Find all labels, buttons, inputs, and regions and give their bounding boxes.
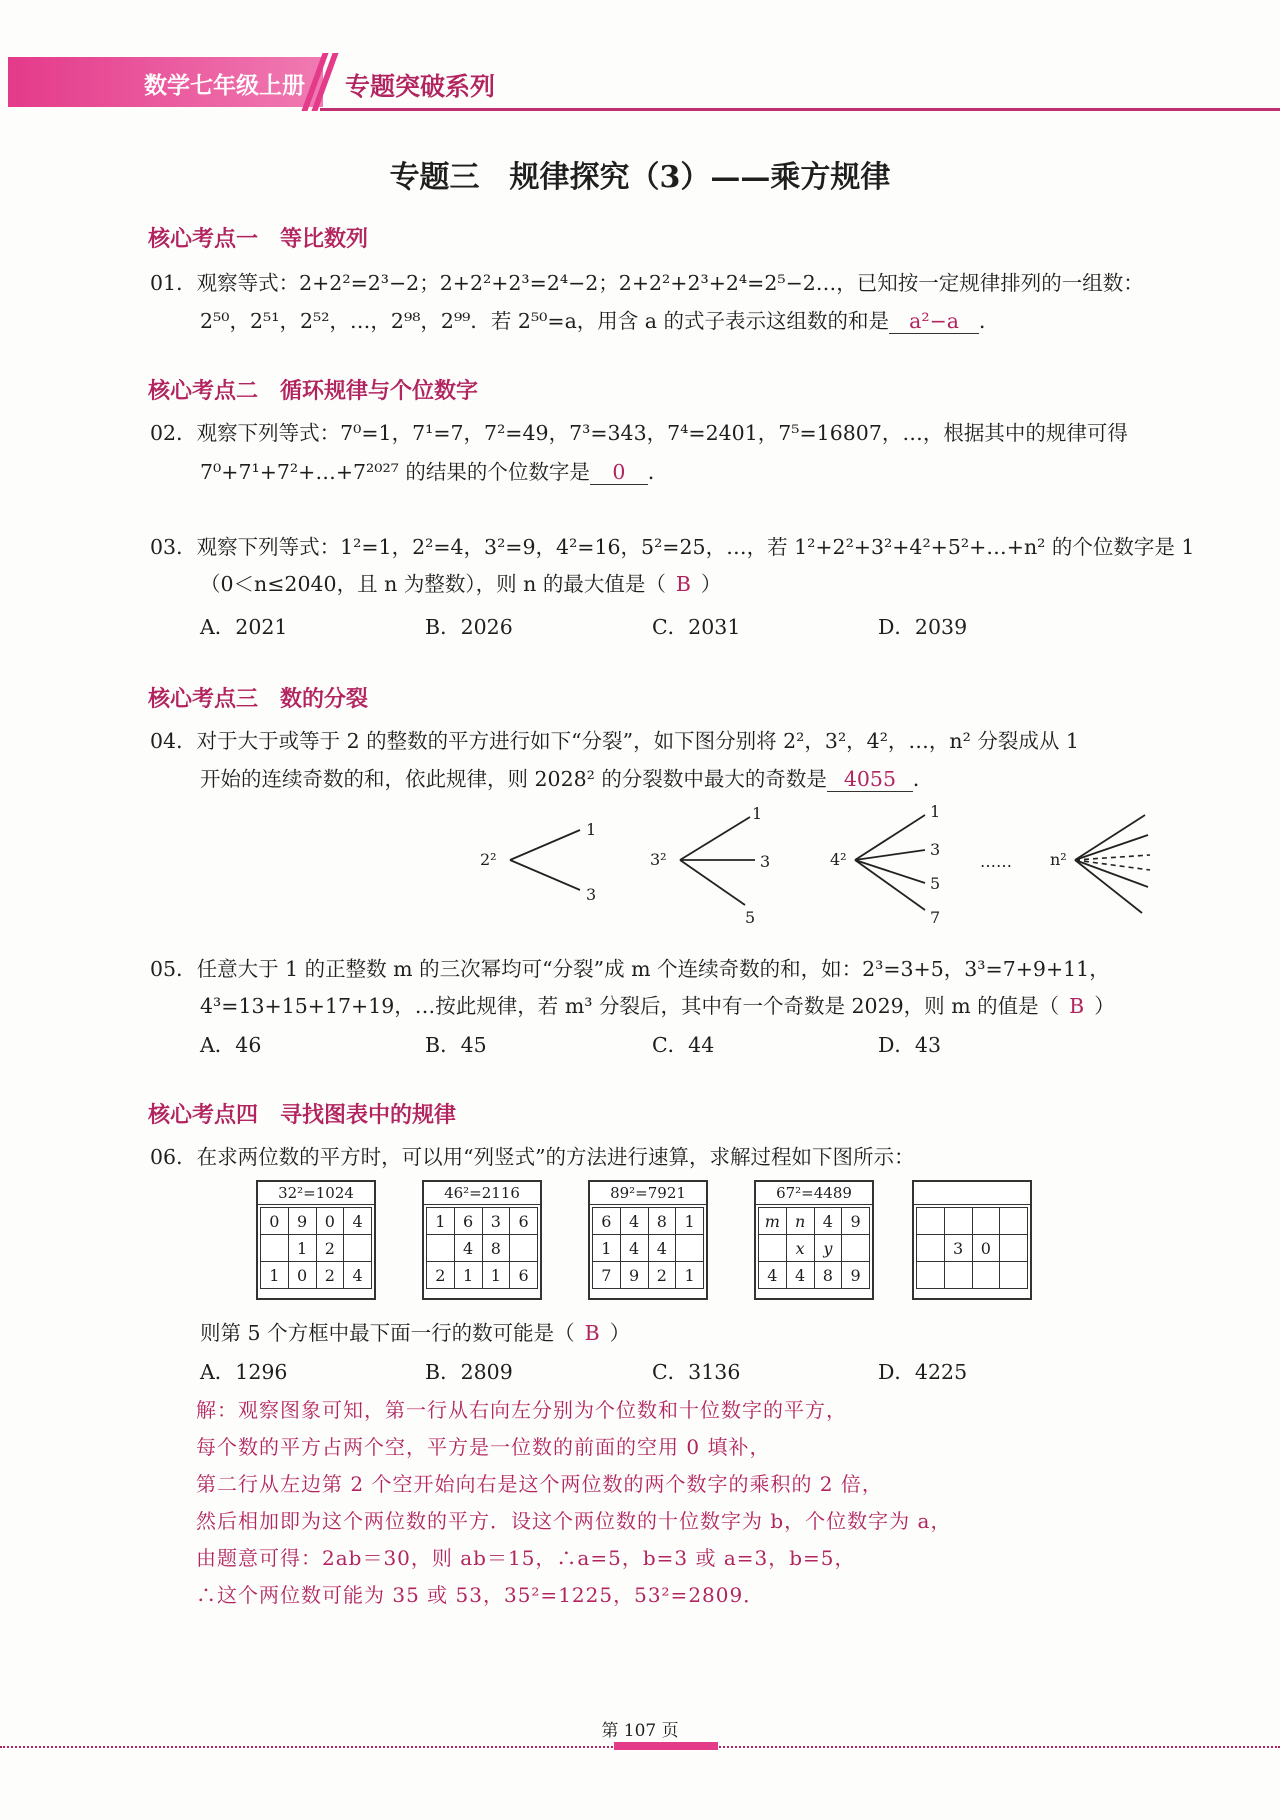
solution-line: 然后相加即为这个两位数的平方．设这个两位数的十位数字为 b，个位数字为 a， bbox=[196, 1509, 952, 1533]
diagram-leaf: 1 bbox=[586, 820, 597, 839]
q3-end: ） bbox=[700, 572, 722, 596]
q5-option-c: C．44 bbox=[652, 1033, 715, 1057]
q5-text: 4³=13+15+17+19，…按此规律，若 m³ 分裂后，其中有一个奇数是 2029，则 m 的值是（ bbox=[200, 994, 1060, 1018]
box-title: 46²=2116 bbox=[424, 1182, 540, 1205]
square-box-3 bbox=[588, 1180, 708, 1300]
q4-answer: 4055 bbox=[827, 767, 913, 792]
q5-line2 bbox=[200, 989, 1115, 1019]
diagram-leaf: 3 bbox=[586, 885, 597, 904]
square-box-5 bbox=[912, 1180, 1032, 1300]
square-box-2 bbox=[422, 1180, 542, 1300]
diagram-branch bbox=[855, 860, 925, 910]
box-cell: x bbox=[786, 1235, 814, 1262]
diagram-leaf: 5 bbox=[930, 874, 941, 893]
box-cell: 4 bbox=[620, 1235, 648, 1262]
diagram-branch bbox=[1075, 860, 1148, 887]
diagram-branch bbox=[510, 830, 580, 860]
split-diagram bbox=[470, 805, 1170, 935]
box-title bbox=[914, 1182, 1030, 1205]
box-grid bbox=[592, 1207, 704, 1289]
box-grid bbox=[260, 1207, 372, 1289]
q3-option-a: A．2021 bbox=[200, 615, 288, 639]
q1-text: 2⁵⁰，2⁵¹，2⁵²，…，2⁹⁸，2⁹⁹．若 2⁵⁰=a，用含 a 的式子表示这组数的和是 bbox=[200, 309, 890, 333]
page-header bbox=[0, 55, 1280, 115]
box-title: 67²=4489 bbox=[756, 1182, 872, 1205]
box-cell: 9 bbox=[842, 1262, 870, 1289]
box-cell bbox=[676, 1235, 704, 1262]
diagram-branch bbox=[680, 817, 750, 860]
diagram-ellipsis: …… bbox=[980, 852, 1012, 871]
box-cell: 4 bbox=[786, 1262, 814, 1289]
q2-line1: 02．观察下列等式：7⁰=1，7¹=7，7²=49，7³=343，7⁴=2401，7⁵=16807，…，根据其中的规律可得 bbox=[150, 421, 1128, 445]
box-cell: 1 bbox=[454, 1262, 482, 1289]
box-cell: 2 bbox=[648, 1262, 676, 1289]
section-heading-4: 核心考点四 寻找图表中的规律 bbox=[148, 1103, 457, 1128]
box-cell bbox=[1000, 1208, 1028, 1235]
box-cell: 2 bbox=[316, 1235, 344, 1262]
solution-line: 由题意可得：2ab＝30，则 ab＝15，∴a=5，b=3 或 a=3，b=5， bbox=[196, 1546, 856, 1570]
q5-option-d: D．43 bbox=[878, 1033, 942, 1057]
q2-end: ． bbox=[647, 460, 669, 484]
box-cell: m bbox=[759, 1208, 787, 1235]
box-cell: 8 bbox=[482, 1235, 510, 1262]
q1-line2 bbox=[200, 304, 1000, 334]
q6-answer: B bbox=[584, 1321, 600, 1345]
box-cell: 1 bbox=[676, 1262, 704, 1289]
q1-answer: a²−a bbox=[889, 309, 979, 334]
box-cell: 4 bbox=[620, 1208, 648, 1235]
diagram-branch bbox=[1075, 835, 1148, 860]
diagram-base-2: 3² bbox=[650, 850, 667, 869]
q4-end: ． bbox=[912, 767, 934, 791]
page-title: 专题三 规律探究（3）——乘方规律 bbox=[389, 160, 891, 195]
q6-end: ） bbox=[609, 1321, 631, 1345]
square-box-4 bbox=[754, 1180, 874, 1300]
box-cell: 1 bbox=[593, 1235, 621, 1262]
box-cell: 3 bbox=[482, 1208, 510, 1235]
diagram-leaf: 3 bbox=[760, 852, 771, 871]
diagram-base-1: 2² bbox=[480, 850, 497, 869]
box-cell bbox=[917, 1262, 945, 1289]
q4-line1: 04．对于大于或等于 2 的整数的平方进行如下“分裂”，如下图分别将 2²，3²，4²，…，n² 分裂成从 1 bbox=[150, 729, 1079, 753]
diagram-branch bbox=[855, 860, 925, 883]
box-cell: 1 bbox=[261, 1262, 289, 1289]
diagram-branch bbox=[855, 850, 925, 860]
box-cell: 4 bbox=[648, 1235, 676, 1262]
box-cell: 6 bbox=[454, 1208, 482, 1235]
diagram-branch bbox=[1075, 815, 1145, 860]
box-cell: 3 bbox=[944, 1235, 972, 1262]
box-cell bbox=[944, 1208, 972, 1235]
q2-answer: 0 bbox=[590, 460, 648, 485]
q4-text: 开始的连续奇数的和，依此规律，则 2028² 的分裂数中最大的奇数是 bbox=[200, 767, 827, 791]
box-cell bbox=[344, 1235, 372, 1262]
box-cell bbox=[917, 1208, 945, 1235]
diagram-leaf: 3 bbox=[930, 840, 941, 859]
solution-line: 解：观察图象可知，第一行从右向左分别为个位数和十位数字的平方， bbox=[196, 1398, 847, 1422]
box-cell bbox=[842, 1235, 870, 1262]
header-badge-text: 数学七年级上册 bbox=[144, 73, 305, 99]
box-grid bbox=[758, 1207, 870, 1289]
box-cell bbox=[917, 1235, 945, 1262]
q6-option-c: C．3136 bbox=[652, 1360, 741, 1384]
box-cell: 4 bbox=[344, 1262, 372, 1289]
q4-line2 bbox=[200, 762, 933, 792]
box-cell bbox=[427, 1235, 455, 1262]
section-heading-1: 核心考点一 等比数列 bbox=[148, 227, 369, 252]
diagram-leaf: 1 bbox=[930, 805, 941, 821]
box-cell: 1 bbox=[288, 1235, 316, 1262]
box-cell bbox=[510, 1235, 538, 1262]
box-cell: 1 bbox=[676, 1208, 704, 1235]
section-heading-2: 核心考点二 循环规律与个位数字 bbox=[148, 379, 479, 404]
box-cell: 0 bbox=[972, 1235, 1000, 1262]
box-cell: 1 bbox=[427, 1208, 455, 1235]
box-cell: 0 bbox=[288, 1262, 316, 1289]
page-number: 第 107 页 bbox=[601, 1721, 679, 1741]
box-cell: 8 bbox=[814, 1262, 842, 1289]
box-cell: 1 bbox=[482, 1262, 510, 1289]
q5-option-b: B．45 bbox=[425, 1033, 487, 1057]
box-cell bbox=[1000, 1262, 1028, 1289]
box-title: 89²=7921 bbox=[590, 1182, 706, 1205]
solution-line: 第二行从左边第 2 个空开始向右是这个两位数的两个数字的乘积的 2 倍， bbox=[196, 1472, 883, 1496]
box-grid bbox=[426, 1207, 538, 1289]
q6-line1: 06．在求两位数的平方时，可以用“列竖式”的方法进行速算，求解过程如下图所示： bbox=[150, 1145, 915, 1169]
diagram-leaf: 5 bbox=[745, 908, 756, 927]
q3-text: （0＜n≤2040，且 n 为整数），则 n 的最大值是（ bbox=[200, 572, 666, 596]
q6-text: 则第 5 个方框中最下面一行的数可能是（ bbox=[200, 1321, 575, 1345]
q5-option-a: A．46 bbox=[200, 1033, 262, 1057]
header-series-title: 专题突破系列 bbox=[345, 72, 496, 101]
q6-option-b: B．2809 bbox=[425, 1360, 513, 1384]
box-cell bbox=[1000, 1235, 1028, 1262]
diagram-branch bbox=[510, 860, 580, 890]
box-cell bbox=[759, 1235, 787, 1262]
box-cell: 4 bbox=[454, 1235, 482, 1262]
solution-line: ∴这个两位数可能为 35 或 53，35²=1225，53²=2809． bbox=[196, 1583, 765, 1607]
footer-accent-bar bbox=[614, 1742, 718, 1750]
solution-line: 每个数的平方占两个空，平方是一位数的前面的空用 0 填补， bbox=[196, 1435, 771, 1459]
box-cell: 9 bbox=[288, 1208, 316, 1235]
box-cell: 8 bbox=[648, 1208, 676, 1235]
q2-line2 bbox=[200, 455, 668, 485]
box-cell: 0 bbox=[316, 1208, 344, 1235]
box-cell: 6 bbox=[593, 1208, 621, 1235]
q3-line2 bbox=[200, 567, 721, 597]
box-cell: 2 bbox=[316, 1262, 344, 1289]
q3-option-b: B．2026 bbox=[425, 615, 513, 639]
box-title: 32²=1024 bbox=[258, 1182, 374, 1205]
q6-option-a: A．1296 bbox=[200, 1360, 288, 1384]
q1-line1: 01．观察等式：2+2²=2³−2；2+2²+2³=2⁴−2；2+2²+2³+2⁴=2⁵−2…，已知按一定规律排列的一组数： bbox=[150, 271, 1144, 295]
q6-question bbox=[200, 1316, 630, 1346]
q3-option-d: D．2039 bbox=[878, 615, 968, 639]
box-cell: 6 bbox=[510, 1208, 538, 1235]
diagram-leaf: 1 bbox=[752, 805, 763, 823]
box-cell: 6 bbox=[510, 1262, 538, 1289]
box-cell: 4 bbox=[344, 1208, 372, 1235]
box-cell: n bbox=[786, 1208, 814, 1235]
q3-answer: B bbox=[675, 572, 691, 596]
box-cell: 9 bbox=[842, 1208, 870, 1235]
square-box-1 bbox=[256, 1180, 376, 1300]
diagram-base-n: n² bbox=[1050, 850, 1067, 869]
box-cell bbox=[972, 1208, 1000, 1235]
q2-text: 7⁰+7¹+7²+…+7²⁰²⁷ 的结果的个位数字是 bbox=[200, 460, 590, 484]
section-heading-3: 核心考点三 数的分裂 bbox=[148, 687, 369, 712]
diagram-branch bbox=[680, 860, 745, 905]
header-badge bbox=[8, 57, 323, 107]
box-cell: 7 bbox=[593, 1262, 621, 1289]
box-cell: y bbox=[814, 1235, 842, 1262]
box-cell bbox=[944, 1262, 972, 1289]
q5-answer: B bbox=[1069, 994, 1085, 1018]
box-cell: 0 bbox=[261, 1208, 289, 1235]
box-cell: 9 bbox=[620, 1262, 648, 1289]
q5-end: ） bbox=[1094, 994, 1115, 1018]
box-cell: 2 bbox=[427, 1262, 455, 1289]
diagram-branch bbox=[855, 815, 925, 860]
q1-end: ． bbox=[979, 309, 1000, 333]
box-grid bbox=[916, 1207, 1028, 1289]
q6-option-d: D．4225 bbox=[878, 1360, 968, 1384]
diagram-base-3: 4² bbox=[830, 850, 847, 869]
box-cell: 4 bbox=[759, 1262, 787, 1289]
q3-option-c: C．2031 bbox=[652, 615, 741, 639]
q5-line1: 05．任意大于 1 的正整数 m 的三次幂均可“分裂”成 m 个连续奇数的和，如：2³=3+5，3³=7+9+11， bbox=[150, 957, 1110, 981]
box-cell bbox=[261, 1235, 289, 1262]
box-cell bbox=[972, 1262, 1000, 1289]
header-rule bbox=[320, 108, 1280, 111]
q3-line1: 03．观察下列等式：1²=1，2²=4，3²=9，4²=16，5²=25，…，若 1²+2²+3²+4²+5²+…+n² 的个位数字是 1 bbox=[150, 535, 1195, 559]
box-cell: 4 bbox=[814, 1208, 842, 1235]
diagram-leaf: 7 bbox=[930, 908, 941, 927]
